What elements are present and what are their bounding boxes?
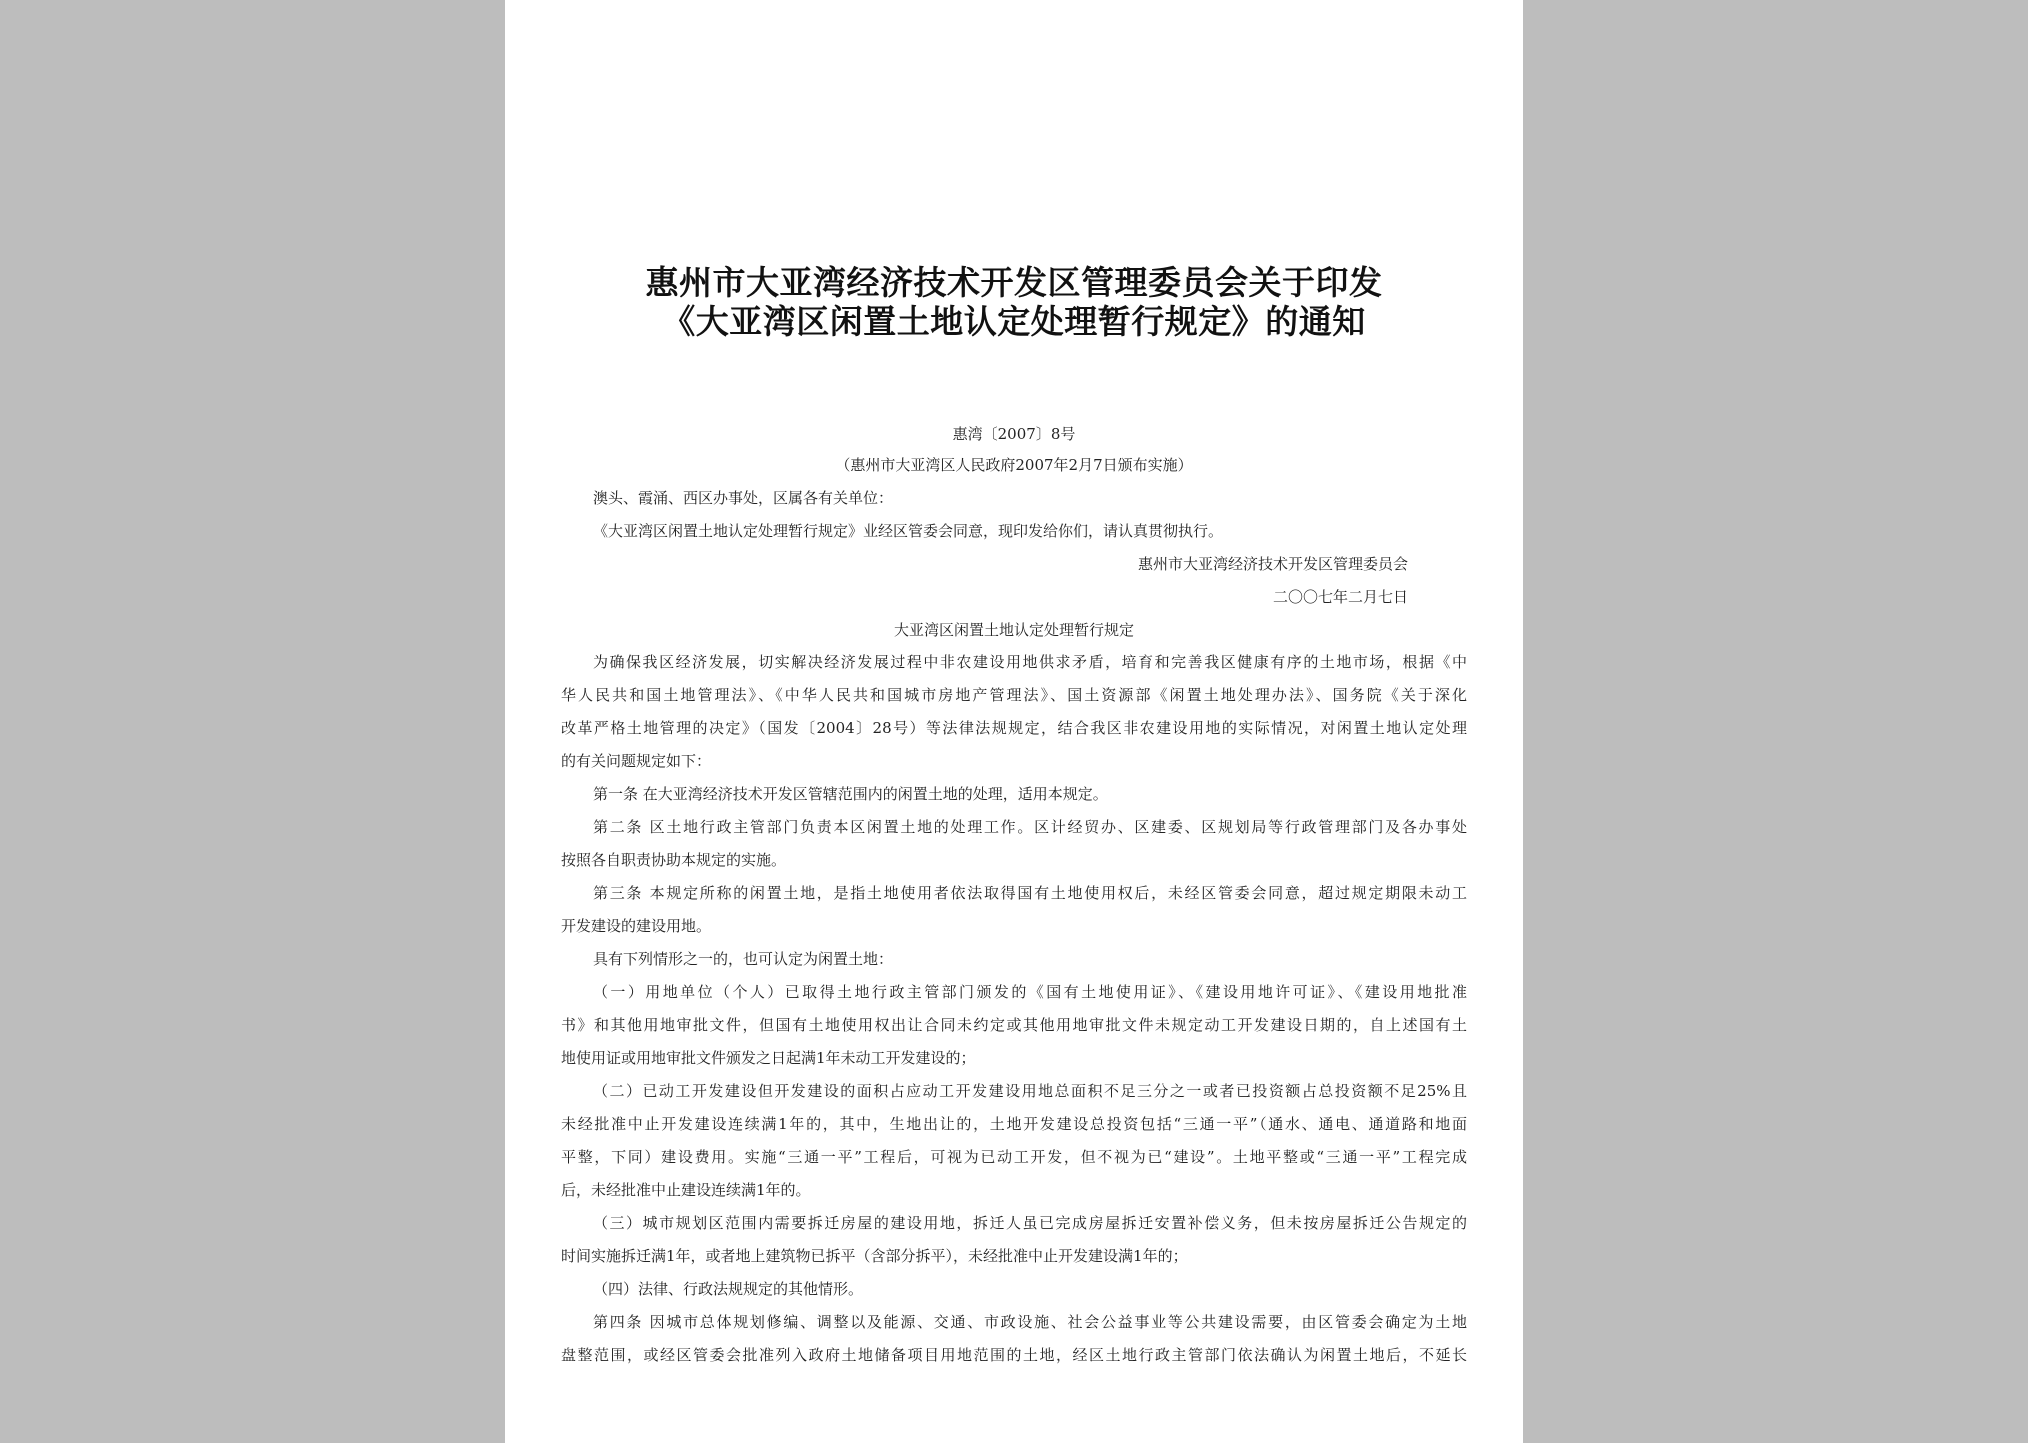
clause-2: （二）已动工开发建设但开发建设的面积占应动工开发建设用地总面积不足三分之一或者已投资额占总投资额不足25%且 xyxy=(593,1082,1467,1100)
article-2: 第二条 区土地行政主管部门负责本区闲置土地的处理工作。区计经贸办、区建委、区规划局等行政管理部门及各办事处 xyxy=(593,818,1467,836)
issuer-signature: 惠州市大亚湾经济技术开发区管理委员会 xyxy=(1137,555,1408,573)
body-line: 按照各自职责协助本规定的实施。 xyxy=(561,851,787,869)
body-line: 开发建设的建设用地。 xyxy=(561,917,712,935)
issue-date: 二〇〇七年二月七日 xyxy=(1272,588,1408,606)
clause-1: （一）用地单位（个人）已取得土地行政主管部门颁发的《国有土地使用证》、《建设用地许可证》、《建设用地批准 xyxy=(593,983,1467,1001)
body-line: 具有下列情形之一的，也可认定为闲置土地： xyxy=(593,950,894,968)
intro-paragraph: 《大亚湾区闲置土地认定处理暂行规定》业经区管委会同意，现印发给你们，请认真贯彻执行。 xyxy=(593,522,1224,540)
article-1: 第一条 在大亚湾经济技术开发区管辖范围内的闲置土地的处理，适用本规定。 xyxy=(593,785,1108,803)
body-line: 地使用证或用地审批文件颁发之日起满1年未动工开发建设的； xyxy=(561,1049,976,1067)
body-line: 时间实施拆迁满1年，或者地上建筑物已拆平（含部分拆平），未经批准中止开发建设满1年的； xyxy=(561,1247,1188,1265)
body-line: 后，未经批准中止建设连续满1年的。 xyxy=(561,1181,811,1199)
clause-4: （四）法律、行政法规规定的其他情形。 xyxy=(593,1280,864,1298)
body-line: 平整，下同）建设费用。实施“三通一平”工程后，可视为已动工开发，但不视为已“建设”。土地平整或“三通一平”工程完成 xyxy=(561,1148,1467,1166)
document-page xyxy=(505,0,1523,1443)
doc-number: 惠湾〔2007〕8号 xyxy=(952,425,1076,443)
regulation-title: 大亚湾区闲置土地认定处理暂行规定 xyxy=(893,621,1134,639)
body-line: 改革严格土地管理的决定》（国发〔2004〕28号）等法律法规规定，结合我区非农建设用地的实际情况，对闲置土地认定处理 xyxy=(561,719,1467,737)
body-line: 为确保我区经济发展，切实解决经济发展过程中非农建设用地供求矛盾，培育和完善我区健康有序的土地市场，根据《中 xyxy=(593,653,1467,671)
issue-note: （惠州市大亚湾区人民政府2007年2月7日颁布实施） xyxy=(835,456,1193,474)
body-line: 盘整范围，或经区管委会批准列入政府土地储备项目用地范围的土地，经区土地行政主管部门依法确认为闲置土地后，不延长 xyxy=(561,1346,1467,1364)
article-4: 第四条 因城市总体规划修编、调整以及能源、交通、市政设施、社会公益事业等公共建设需要，由区管委会确定为土地 xyxy=(593,1313,1467,1331)
addressee: 澳头、霞涌、西区办事处，区属各有关单位： xyxy=(593,489,894,507)
document-title-line1: 惠州市大亚湾经济技术开发区管理委员会关于印发 xyxy=(645,263,1383,302)
body-line: 未经批准中止开发建设连续满1年的，其中，生地出让的，土地开发建设总投资包括“三通一平”（通水、通电、通道路和地面 xyxy=(561,1115,1467,1133)
article-3: 第三条 本规定所称的闲置土地，是指土地使用者依法取得国有土地使用权后，未经区管委会同意，超过规定期限未动工 xyxy=(593,884,1467,902)
body-line: 书》和其他用地审批文件，但国有土地使用权出让合同未约定或其他用地审批文件未规定动工开发建设日期的，自上述国有土 xyxy=(561,1016,1467,1034)
body-line: 华人民共和国土地管理法》、《中华人民共和国城市房地产管理法》、国土资源部《闲置土地处理办法》、国务院《关于深化 xyxy=(561,686,1467,704)
clause-3: （三）城市规划区范围内需要拆迁房屋的建设用地，拆迁人虽已完成房屋拆迁安置补偿义务，但未按房屋拆迁公告规定的 xyxy=(593,1214,1467,1232)
document-title-line2: 《大亚湾区闲置土地认定处理暂行规定》的通知 xyxy=(662,302,1366,341)
body-line: 的有关问题规定如下： xyxy=(561,752,712,770)
